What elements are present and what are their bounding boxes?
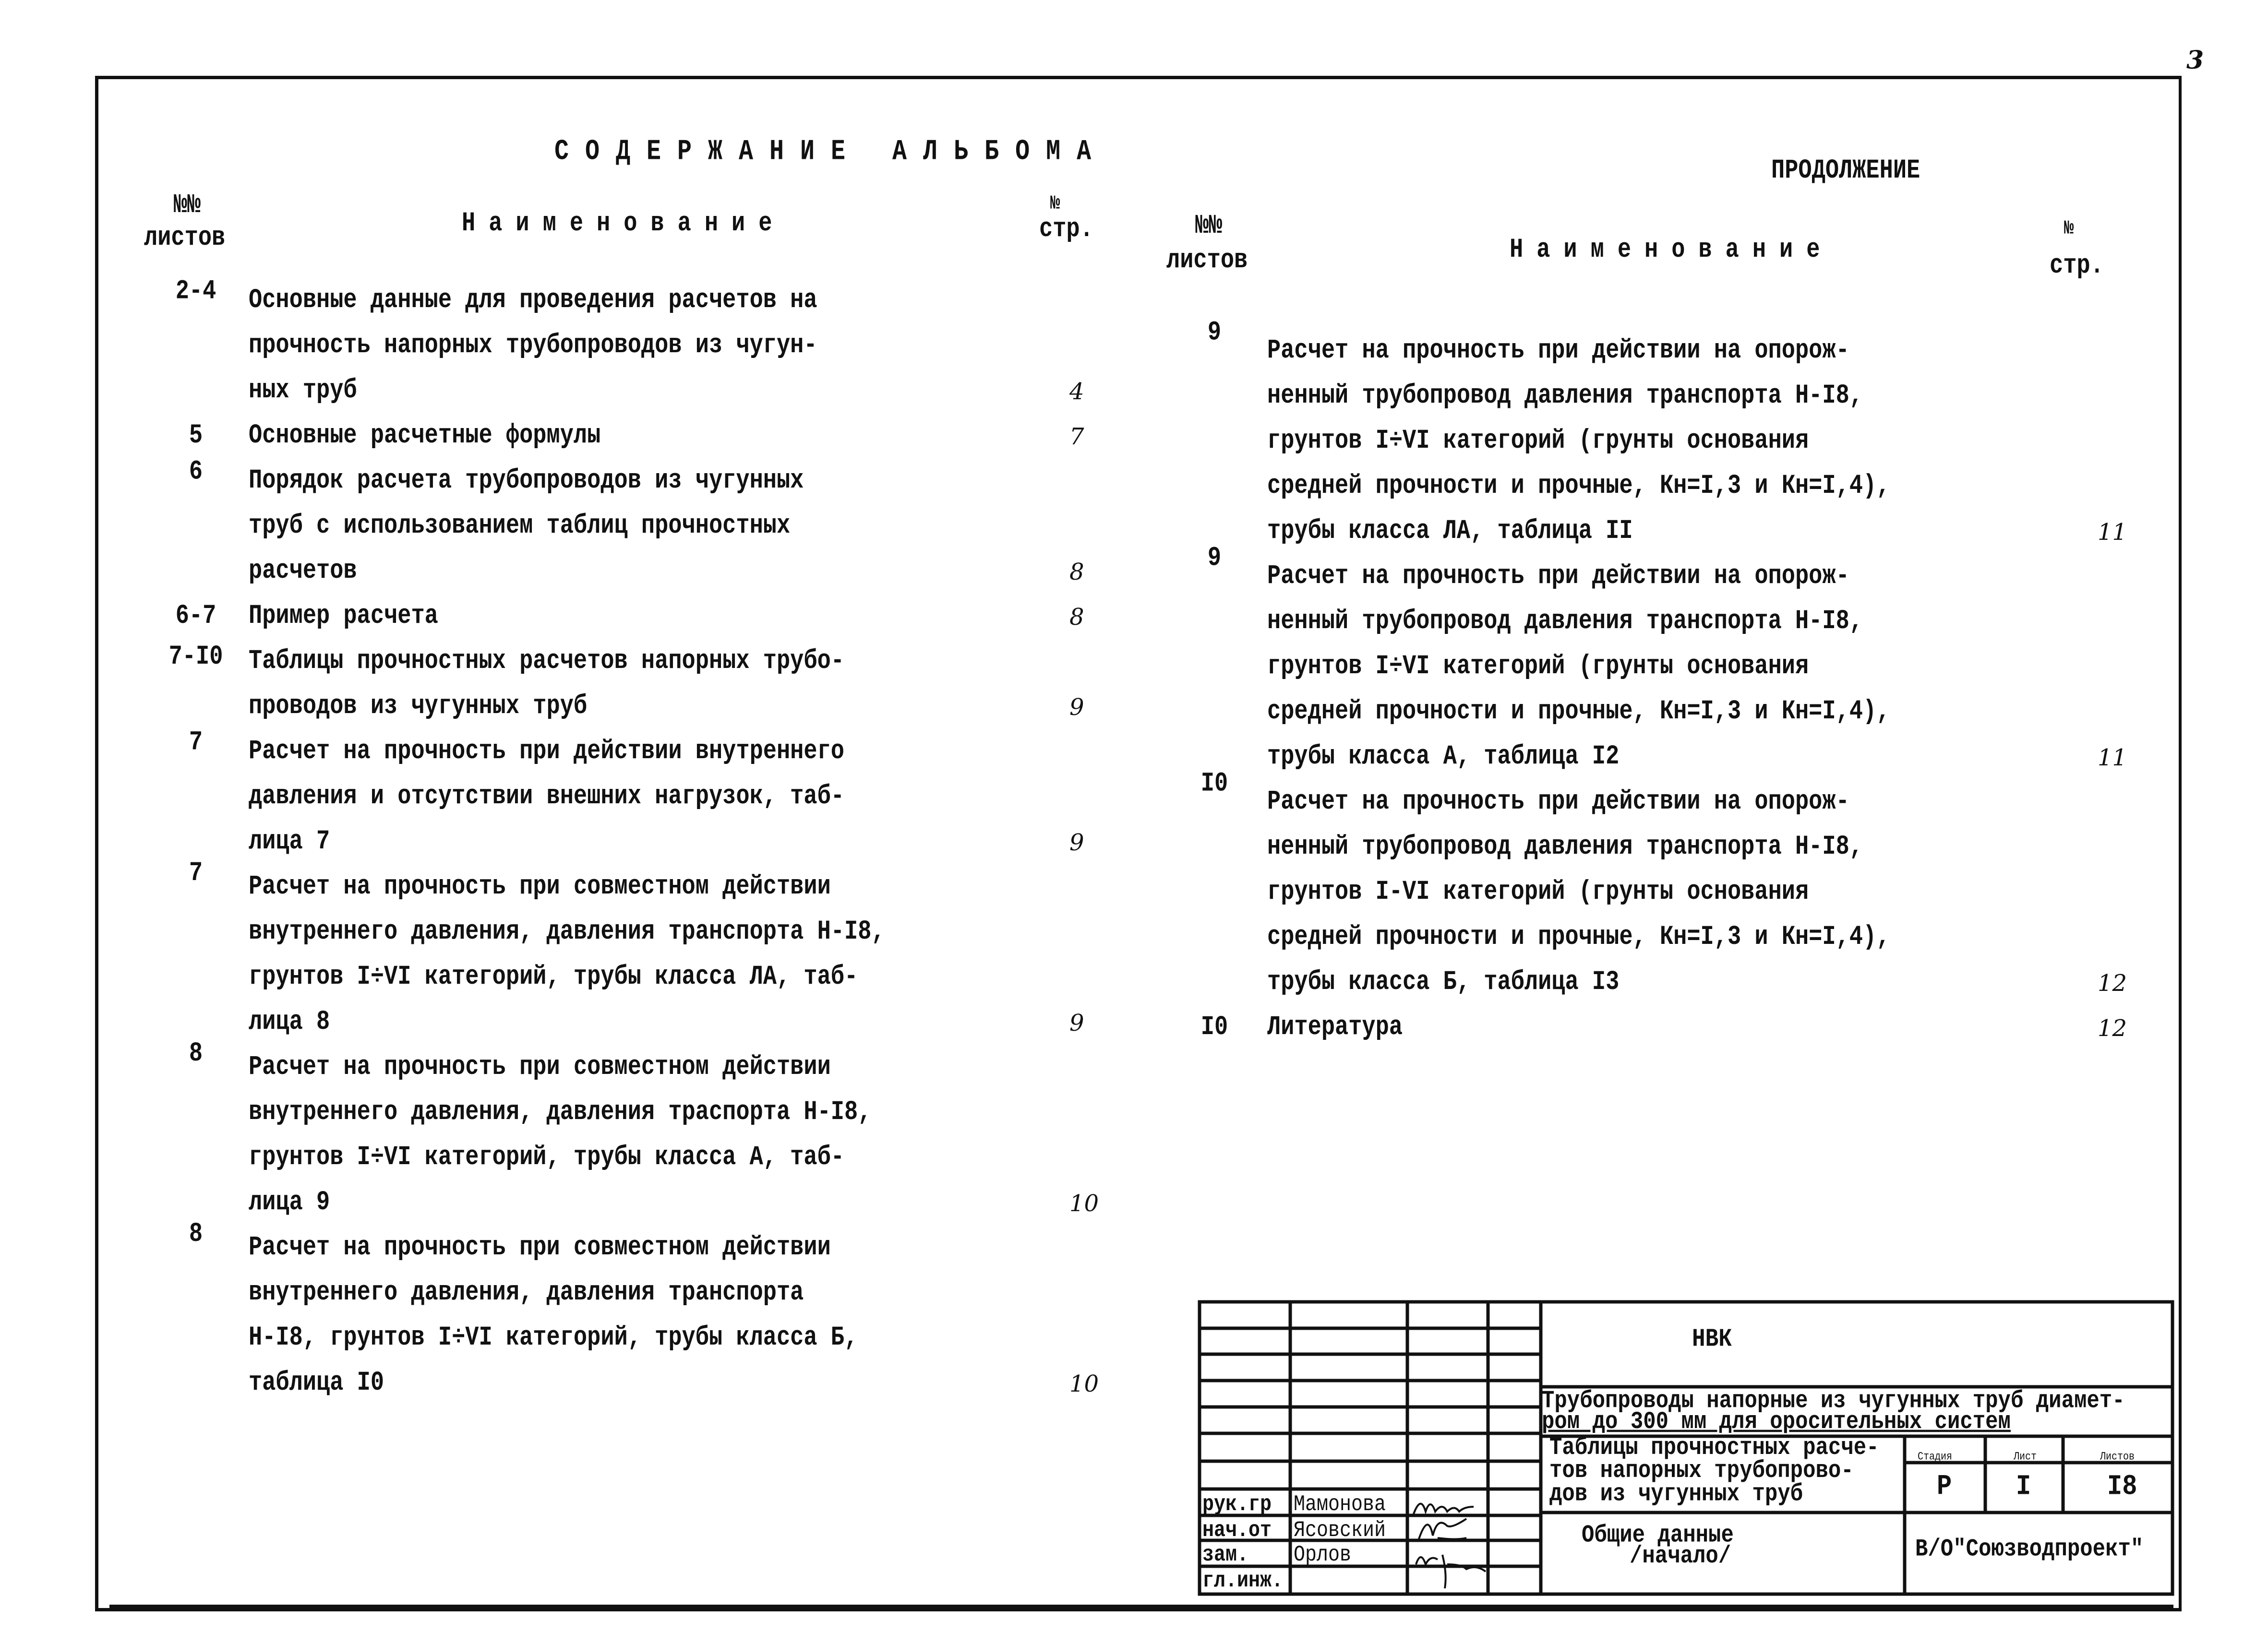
signature-orlov: [1416, 1555, 1486, 1588]
item-name-line: проводов из чугунных труб: [249, 691, 588, 722]
item-name-line: внутреннего давления, давления транспорта: [249, 1277, 804, 1309]
title-block-project: [1542, 1387, 2125, 1436]
page-ref: 8: [1069, 559, 1084, 585]
item-name-line: Расчет на прочность при действии на опорож-: [1267, 786, 1849, 818]
project-line: Трубопроводы напорные из чугунных труб диамет-: [1542, 1387, 2125, 1415]
item-name-line: Расчет на прочность при совместном действии: [249, 871, 831, 903]
page-ref: 9: [1069, 829, 1084, 856]
col-num-symbol-right: №№: [1195, 211, 1223, 242]
item-name-line: Расчет на прочность при совместном действии: [249, 1232, 831, 1263]
item-name-line: Основные данные для проведения расчетов на: [249, 285, 817, 316]
page-ref: 4: [1069, 378, 1084, 405]
item-name-line: Порядок расчета трубопроводов из чугунных: [249, 465, 804, 497]
item-name-line: трубы класса Б, таблица I3: [1267, 967, 1620, 998]
section-line: /начало/: [1630, 1542, 1731, 1571]
organization: В/О"Союзводпроект": [1915, 1536, 2144, 1563]
page-ref: 9: [1069, 1010, 1084, 1036]
page-ref: 11: [2098, 744, 2127, 771]
item-name-line: Расчет на прочность при действии на опорож-: [1267, 561, 1849, 592]
item-name-line: внутреннего давления, давления транспорта Н-I8,: [249, 917, 885, 948]
sheet-number: 8: [189, 1038, 203, 1069]
signature-yasovsky: [1418, 1519, 1466, 1540]
col-page-symbol: №: [1050, 193, 1060, 215]
signatures: [1409, 1488, 1543, 1598]
title-block-section: [1582, 1522, 1734, 1571]
staff-role: нач.от: [1202, 1518, 1272, 1544]
page-ref: 11: [2098, 519, 2127, 546]
staff-role: рук.гр: [1202, 1492, 1272, 1518]
col-num-header-label: листов: [144, 223, 226, 254]
sheet-number: I0: [1200, 1012, 1228, 1043]
album-contents-title: СОДЕРЖАНИЕ АЛЬБОМА: [554, 135, 1108, 168]
staff-role: гл.инж.: [1202, 1569, 1284, 1594]
page-ref: 7: [1069, 423, 1084, 450]
staff-name: Мамонова: [1294, 1492, 1386, 1518]
stage-header: Стадия: [1918, 1450, 1953, 1464]
continuation-title: ПРОДОЛЖЕНИЕ: [1771, 155, 1920, 187]
item-name-line: грунтов I÷VI категорий, трубы класса ЛА, таб-: [249, 962, 858, 993]
sheet-number: 5: [189, 420, 203, 452]
item-name-line: внутреннего давления, давления траспорта Н-I8,: [249, 1097, 872, 1128]
item-name-line: средней прочности и прочные, Кн=I,3 и Кн=I,4),: [1267, 922, 1890, 953]
page-number: 3: [2186, 46, 2204, 75]
item-name-line: Литература: [1267, 1012, 1403, 1043]
page-ref: 10: [1069, 1370, 1099, 1397]
item-name-line: Расчет на прочность при действии на опорож-: [1267, 335, 1849, 367]
col-num-symbol: №№: [173, 190, 201, 221]
page-ref: 10: [1069, 1190, 1099, 1217]
page-ref: 8: [1069, 604, 1084, 631]
page-ref: 12: [2098, 970, 2127, 997]
item-name-line: лица 8: [249, 1007, 330, 1038]
sheet-number: 6-7: [175, 601, 216, 632]
col-name-header-right: Наименование: [1510, 235, 1834, 266]
sheets-header: Листов: [2100, 1450, 2135, 1464]
sheet-number: I0: [1200, 769, 1228, 799]
item-name-line: таблица I0: [249, 1368, 384, 1399]
col-page-header: стр.: [1039, 214, 1093, 245]
item-name-line: Таблицы прочностных расчетов напорных трубо-: [249, 646, 845, 677]
staff-name: Орлов: [1294, 1543, 1352, 1568]
sheet-title-line: Таблицы прочностных расче-: [1549, 1434, 1879, 1462]
sheet-value: I: [2016, 1470, 2031, 1503]
item-name-line: ненный трубопровод давления транспорта Н-I8,: [1267, 606, 1863, 637]
staff-role: зам.: [1202, 1543, 1249, 1568]
page-ref: 9: [1069, 694, 1084, 721]
item-name-line: Расчет на прочность при совместном действии: [249, 1052, 831, 1083]
staff-name: Ясовский: [1294, 1518, 1386, 1544]
section-line: Общие данные: [1582, 1522, 1734, 1549]
item-name-line: лица 9: [249, 1187, 330, 1218]
item-name-line: Пример расчета: [249, 601, 438, 632]
title-block-sheet-title: [1549, 1436, 1879, 1506]
stage-value: Р: [1937, 1470, 1952, 1503]
item-name-line: трубы класса ЛА, таблица II: [1267, 516, 1633, 547]
title-block-code: НВК: [1692, 1324, 1732, 1354]
item-name-line: ненный трубопровод давления транспорта Н-I8,: [1267, 832, 1863, 863]
item-name-line: лица 7: [249, 826, 330, 858]
page-ref: 12: [2098, 1015, 2127, 1042]
col-page-header-right: стр.: [2050, 250, 2104, 282]
sheets-value: I8: [2107, 1470, 2137, 1503]
col-num-header-right: листов: [1166, 245, 1248, 276]
item-name-line: грунтов I÷VI категорий (грунты основания: [1267, 651, 1809, 682]
sheet-number: 9: [1207, 543, 1222, 574]
col-name-header: Наименование: [462, 208, 786, 239]
item-name-line: средней прочности и прочные, Кн=I,3 и Кн=I,4),: [1267, 471, 1890, 502]
item-name-line: расчетов: [249, 556, 357, 587]
col-page-symbol-right: №: [2064, 218, 2074, 240]
item-name-line: грунтов I÷VI категорий (грунты основания: [1267, 426, 1809, 457]
item-name-line: ных труб: [249, 375, 357, 406]
sheet-number: 2-4: [175, 276, 216, 307]
sheet-number: 7-I0: [168, 642, 223, 672]
sheet-number: 7: [189, 727, 203, 758]
sheet-title-line: дов из чугунных труб: [1549, 1480, 1803, 1508]
item-name-line: грунтов I-VI категорий (грунты основания: [1267, 877, 1809, 908]
item-name-line: прочность напорных трубопроводов из чугун-: [249, 330, 817, 361]
item-name-line: Основные расчетные формулы: [249, 420, 601, 452]
item-name-line: труб с использованием таблиц прочностных: [249, 511, 791, 542]
item-name-line: Н-I8, грунтов I÷VI категорий, трубы класса Б,: [249, 1322, 858, 1354]
signature-mamonova: [1414, 1504, 1474, 1514]
sheet-number: 7: [189, 858, 203, 889]
sheet-number: 6: [189, 456, 203, 488]
item-name-line: давления и отсутствии внешних нагрузок, таб-: [249, 781, 845, 812]
item-name-line: Расчет на прочность при действии внутреннего: [249, 736, 845, 767]
item-name-line: грунтов I÷VI категорий, трубы класса А, таб-: [249, 1142, 845, 1173]
sheet-header: Лист: [2014, 1450, 2037, 1464]
sheet-number: 9: [1207, 318, 1222, 348]
sheet-title-line: тов напорных трубопрово-: [1549, 1457, 1854, 1485]
item-name-line: средней прочности и прочные, Кн=I,3 и Кн=I,4),: [1267, 696, 1890, 727]
sheet-number: 8: [189, 1219, 203, 1250]
project-line: ром до 300 мм для оросительных систем: [1542, 1408, 2011, 1436]
item-name-line: ненный трубопровод давления транспорта Н-I8,: [1267, 381, 1863, 412]
item-name-line: трубы класса А, таблица I2: [1267, 741, 1620, 773]
